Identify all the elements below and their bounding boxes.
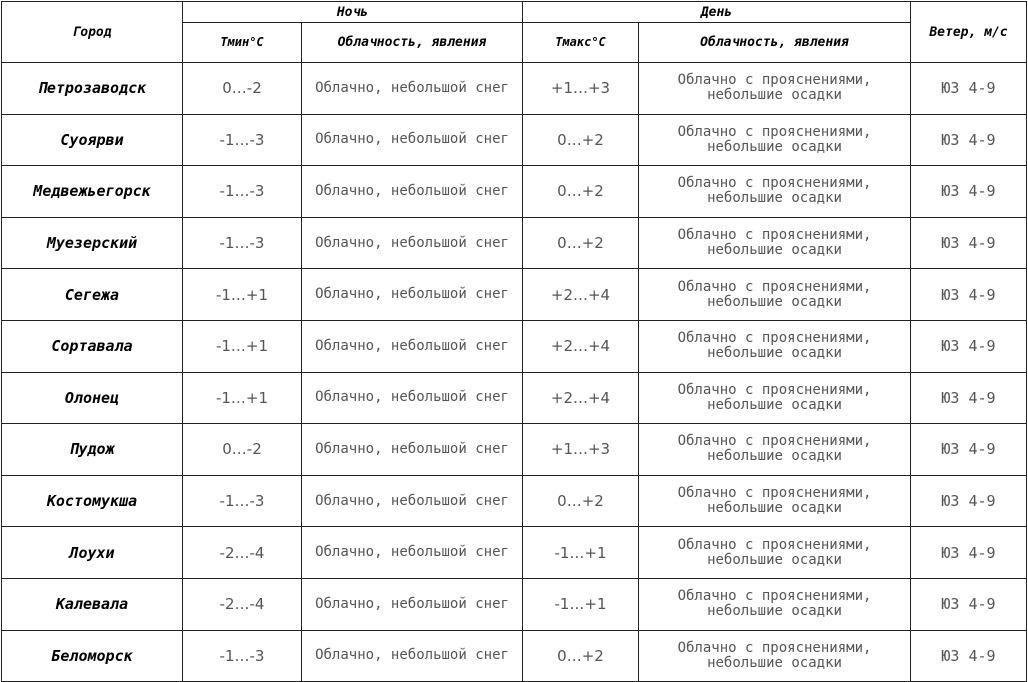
night-temperature: -1…-3	[183, 475, 302, 527]
table-row	[2, 269, 1027, 321]
city-name: Сортавала	[2, 320, 183, 372]
wind-speed: ЮЗ 4-9	[911, 217, 1027, 269]
night-cloudiness: Облачно, небольшой снег	[302, 269, 523, 321]
night-temperature: -1…+1	[183, 372, 302, 424]
day-temperature: +2…+4	[523, 372, 639, 424]
night-cloudiness: Облачно, небольшой снег	[302, 424, 523, 476]
day-cloudiness: Облачно с прояснениями, небольшие осадки	[639, 166, 911, 218]
day-cloudiness: Облачно с прояснениями, небольшие осадки	[639, 320, 911, 372]
night-temperature: -2…-4	[183, 578, 302, 630]
night-temperature: 0…-2	[183, 63, 302, 115]
table-row	[2, 424, 1027, 476]
day-cloudiness: Облачно с прояснениями, небольшие осадки	[639, 475, 911, 527]
wind-speed: ЮЗ 4-9	[911, 114, 1027, 166]
city-name: Лоухи	[2, 527, 183, 579]
wind-speed: ЮЗ 4-9	[911, 320, 1027, 372]
night-temperature: 0…-2	[183, 424, 302, 476]
day-temperature: -1…+1	[523, 527, 639, 579]
night-temperature: -1…-3	[183, 630, 302, 682]
day-cloudiness: Облачно с прояснениями, небольшие осадки	[639, 372, 911, 424]
night-cloudiness: Облачно, небольшой снег	[302, 475, 523, 527]
day-cloudiness: Облачно с прояснениями, небольшие осадки	[639, 630, 911, 682]
day-temperature: +2…+4	[523, 320, 639, 372]
night-cloudiness: Облачно, небольшой снег	[302, 166, 523, 218]
night-cloudiness: Облачно, небольшой снег	[302, 217, 523, 269]
day-temperature: +2…+4	[523, 269, 639, 321]
wind-speed: ЮЗ 4-9	[911, 475, 1027, 527]
day-cloudiness: Облачно с прояснениями, небольшие осадки	[639, 527, 911, 579]
night-temperature: -1…-3	[183, 114, 302, 166]
night-temperature: -1…+1	[183, 269, 302, 321]
header-wind: Ветер, м/с	[911, 2, 1027, 63]
header-day-cloudiness: Облачность, явления	[639, 23, 911, 63]
table-row	[2, 63, 1027, 115]
wind-speed: ЮЗ 4-9	[911, 578, 1027, 630]
city-name: Суоярви	[2, 114, 183, 166]
wind-speed: ЮЗ 4-9	[911, 166, 1027, 218]
day-cloudiness: Облачно с прояснениями, небольшие осадки	[639, 578, 911, 630]
header-tmax: Тмакс°С	[523, 23, 639, 63]
city-name: Петрозаводск	[2, 63, 183, 115]
city-name: Пудож	[2, 424, 183, 476]
day-temperature: +1…+3	[523, 424, 639, 476]
day-cloudiness: Облачно с прояснениями, небольшие осадки	[639, 114, 911, 166]
day-temperature: 0…+2	[523, 114, 639, 166]
night-cloudiness: Облачно, небольшой снег	[302, 320, 523, 372]
night-cloudiness: Облачно, небольшой снег	[302, 63, 523, 115]
header-night-cloudiness: Облачность, явления	[302, 23, 523, 63]
city-name: Калевала	[2, 578, 183, 630]
wind-speed: ЮЗ 4-9	[911, 372, 1027, 424]
table-row	[2, 475, 1027, 527]
day-cloudiness: Облачно с прояснениями, небольшие осадки	[639, 63, 911, 115]
night-temperature: -1…-3	[183, 217, 302, 269]
wind-speed: ЮЗ 4-9	[911, 527, 1027, 579]
table-row	[2, 114, 1027, 166]
table-row	[2, 527, 1027, 579]
header-city: Город	[2, 2, 183, 63]
table-row	[2, 217, 1027, 269]
day-temperature: 0…+2	[523, 475, 639, 527]
wind-speed: ЮЗ 4-9	[911, 63, 1027, 115]
day-cloudiness: Облачно с прояснениями, небольшие осадки	[639, 269, 911, 321]
night-cloudiness: Облачно, небольшой снег	[302, 578, 523, 630]
wind-speed: ЮЗ 4-9	[911, 269, 1027, 321]
header-night: Ночь	[183, 2, 523, 23]
day-temperature: -1…+1	[523, 578, 639, 630]
night-cloudiness: Облачно, небольшой снег	[302, 372, 523, 424]
city-name: Костомукша	[2, 475, 183, 527]
city-name: Беломорск	[2, 630, 183, 682]
header-tmin: Тмин°С	[183, 23, 302, 63]
day-cloudiness: Облачно с прояснениями, небольшие осадки	[639, 217, 911, 269]
night-cloudiness: Облачно, небольшой снег	[302, 630, 523, 682]
table-row	[2, 578, 1027, 630]
day-temperature: 0…+2	[523, 166, 639, 218]
day-temperature: +1…+3	[523, 63, 639, 115]
wind-speed: ЮЗ 4-9	[911, 630, 1027, 682]
city-name: Сегежа	[2, 269, 183, 321]
night-temperature: -1…+1	[183, 320, 302, 372]
table-row	[2, 372, 1027, 424]
city-name: Муезерский	[2, 217, 183, 269]
header-day: День	[523, 2, 911, 23]
day-cloudiness: Облачно с прояснениями, небольшие осадки	[639, 424, 911, 476]
night-cloudiness: Облачно, небольшой снег	[302, 527, 523, 579]
table-row	[2, 320, 1027, 372]
table-row	[2, 630, 1027, 682]
city-name: Олонец	[2, 372, 183, 424]
night-temperature: -2…-4	[183, 527, 302, 579]
weather-forecast-table	[1, 1, 1027, 682]
night-temperature: -1…-3	[183, 166, 302, 218]
table-row	[2, 166, 1027, 218]
night-cloudiness: Облачно, небольшой снег	[302, 114, 523, 166]
city-name: Медвежьегорск	[2, 166, 183, 218]
wind-speed: ЮЗ 4-9	[911, 424, 1027, 476]
day-temperature: 0…+2	[523, 217, 639, 269]
day-temperature: 0…+2	[523, 630, 639, 682]
